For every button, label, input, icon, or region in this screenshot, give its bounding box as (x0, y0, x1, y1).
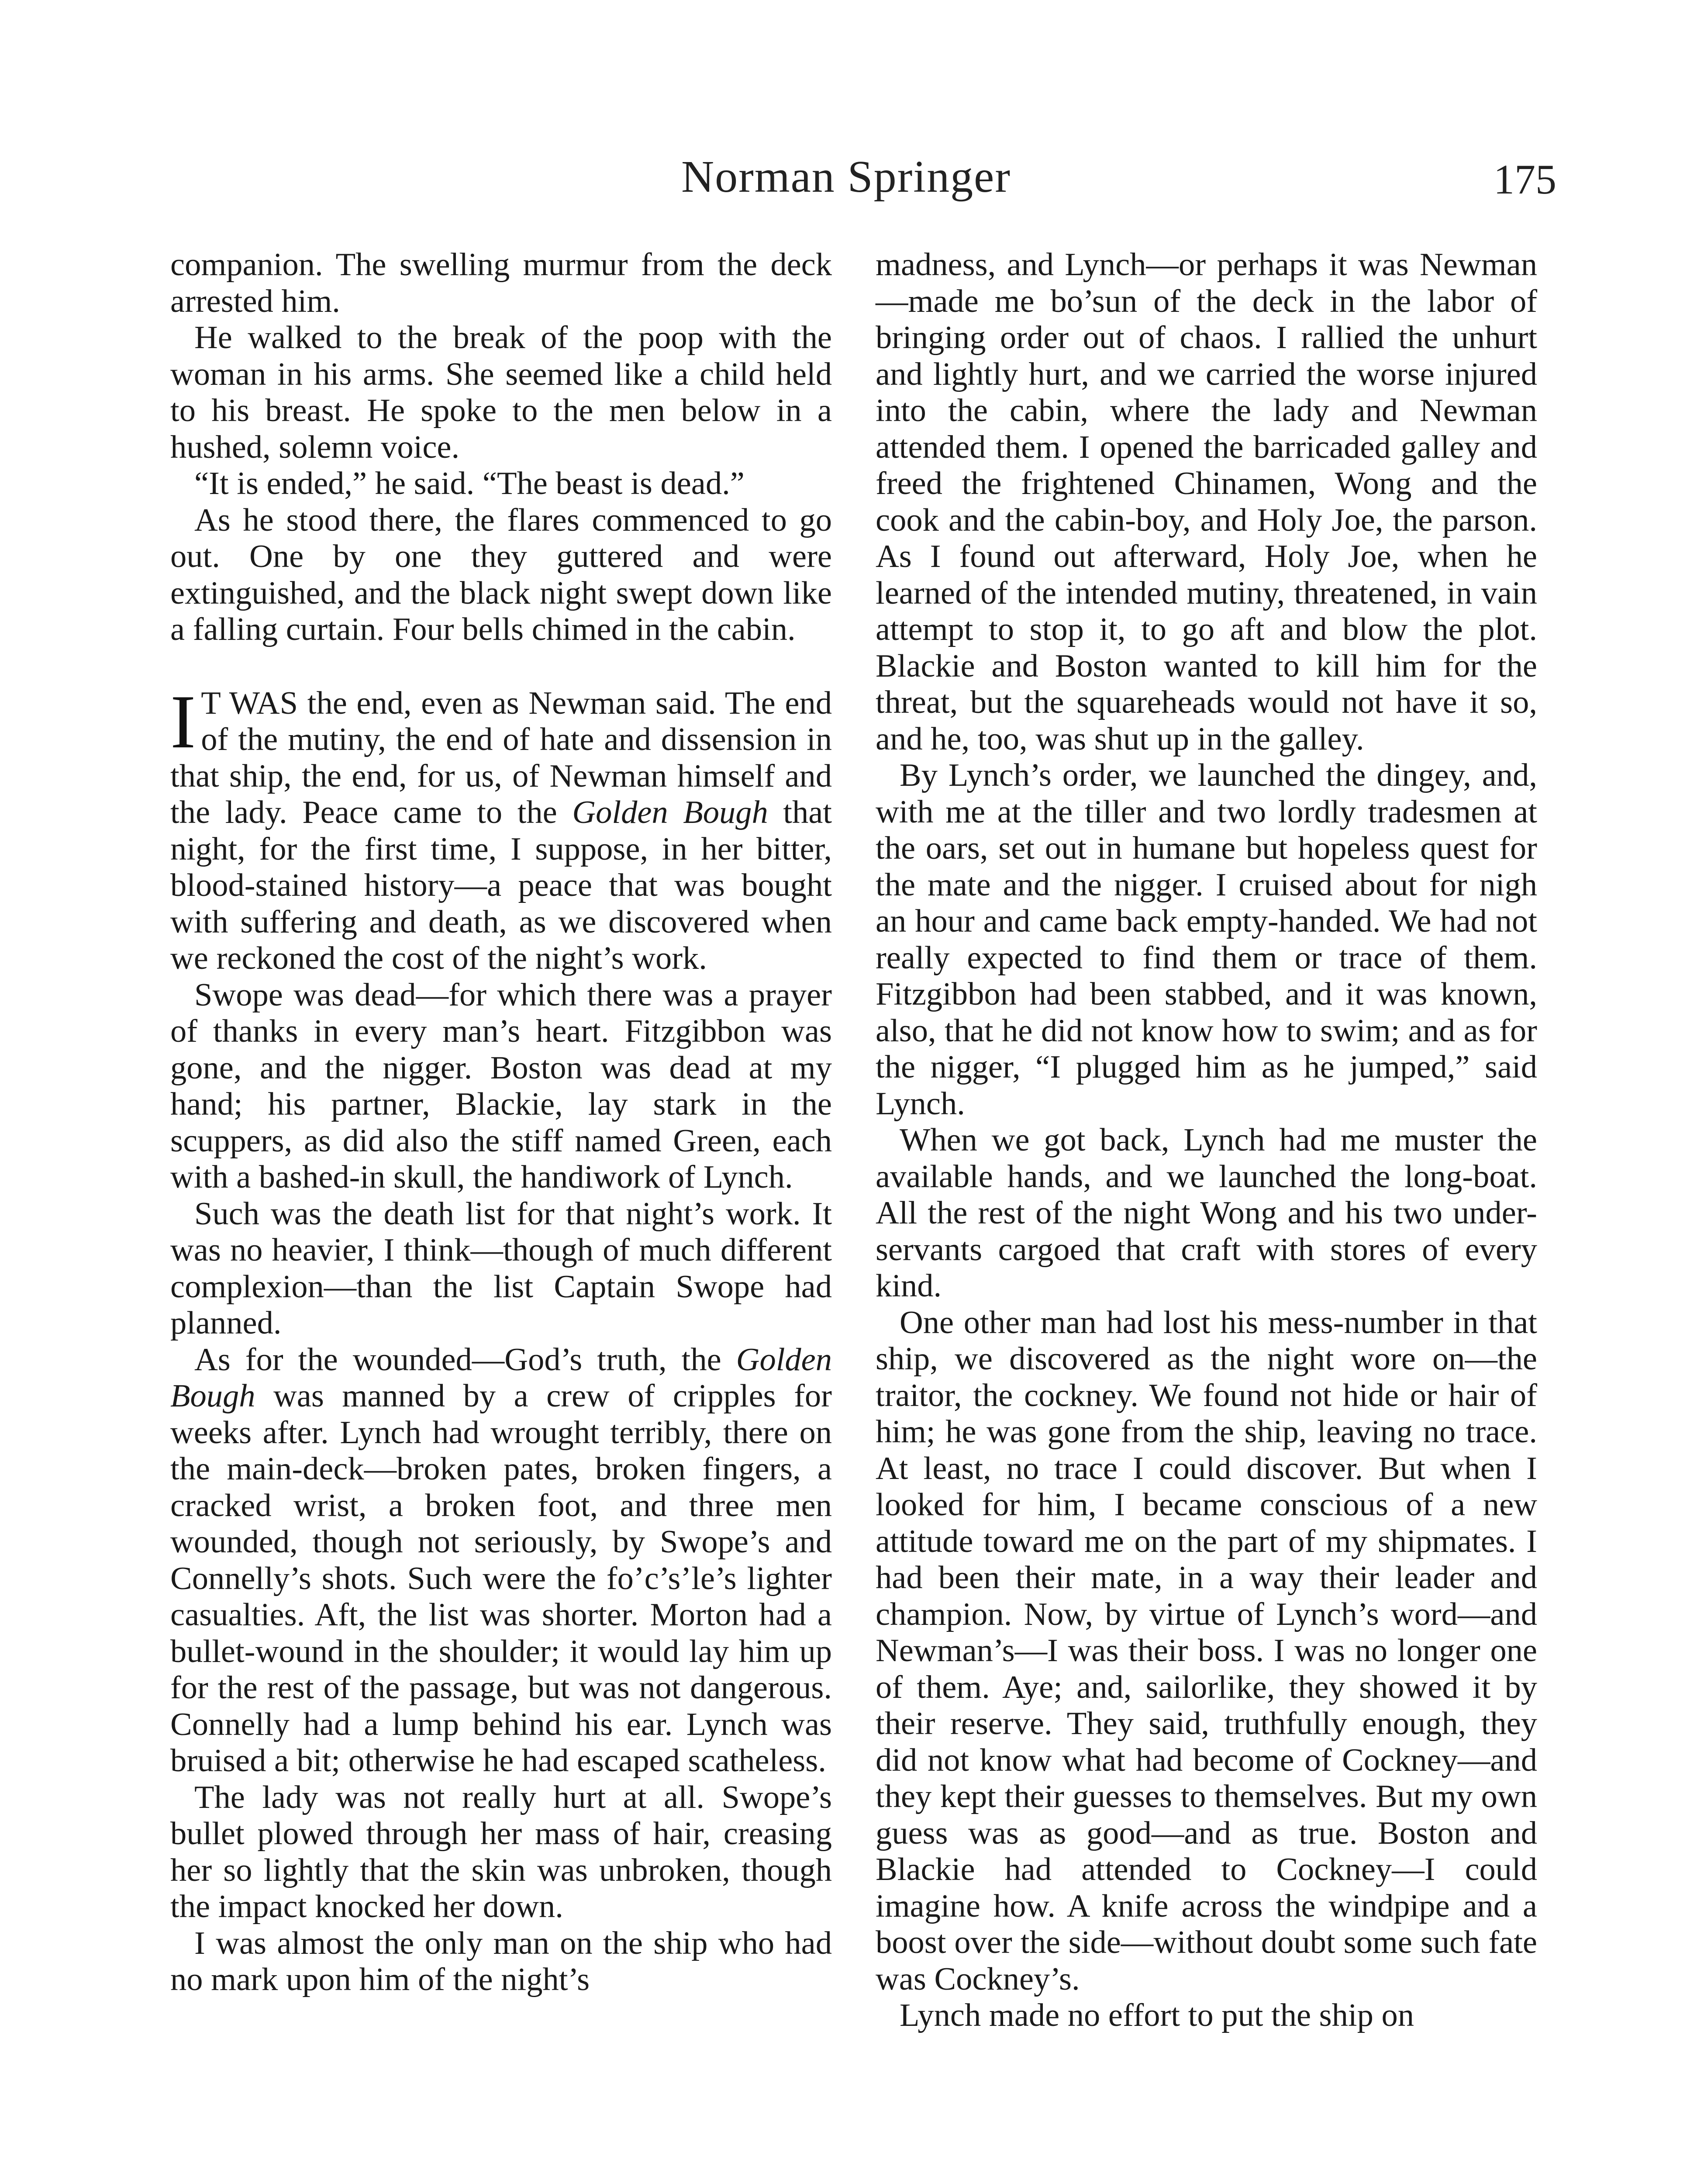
paragraph: “It is ended,” he said. “The beast is dead.” (194, 466, 745, 501)
paragraph: companion. The swelling murmur from the deck arrested him. (170, 247, 832, 319)
paragraph: Lynch made no effort to put the ship on (900, 1997, 1414, 2033)
paragraph: By Lynch’s order, we launched the dingey, and, with me at the tiller and two lordly tradesmen at the oars, set out in humane but hopeless quest for the mate and the nigger. I cruised about for nigh an hour and came back empty-handed. We had not really expected to find them or trace of them. Fitzgibbon had been stabbed, and it was known, also, that he did not know how to swim; and as for the nigger, “I plugged him as he jumped,” said Lynch. (876, 757, 1537, 1122)
paragraph: madness, and Lynch—or perhaps it was Newman—made me bo’sun of the deck in the labor of bringing order out of chaos. I rallied the unhurt and lightly hurt, and we carried the worse injured into the cabin, where the lady and Newman attended them. I opened the barricaded galley and freed the frightened Chinamen, Wong and the cook and the cabin-boy, and Holy Joe, the parson. As I found out afterward, Holy Joe, when he learned of the intended mutiny, threatened, in vain attempt to stop it, to go aft and blow the plot. Blackie and Boston wanted to kill him for the threat, but the squareheads would not have it so, and he, too, was shut up in the galley. (876, 247, 1537, 757)
paragraph-text: was manned by a crew of cripples for weeks after. Lynch had wrought terribly, there on the main-deck—broken pates, broken fingers, a cracked wrist, a broken foot, and three men wounded, though not seriously, by Swope’s and Connelly’s shots. Such were the fo’c’s’le’s lighter casualties. Aft, the list was shorter. Morton had a bullet-wound in the shoulder; it would lay him up for the rest of the passage, but was not dangerous. Connelly had a lump behind his ear. Lynch was bruised a bit; otherwise he had escaped scatheless. (170, 1378, 832, 1779)
section-text: T WAS the end, even as Newman said. The end of the mutiny, the end of hate and dissension in that ship, the end, for us, of Newman himself and the lady. Peace came to the (170, 685, 832, 830)
ship-name: Golden Bough (170, 1341, 832, 1414)
section-text: that night, for the first time, I suppose, in her bitter, blood-stained history—a peace that was bought with suffering and death, as we discovered when we reckoned the cost of the night’s work. (170, 795, 832, 976)
paragraph: I was almost the only man on the ship who had no mark upon him of the night’s (170, 1925, 832, 1997)
paragraph: As he stood there, the flares commenced to go out. One by one they guttered and were extinguished, and the black night swept down like a falling curtain. Four bells chimed in the cabin. (170, 502, 832, 647)
paragraph-text: As for the wounded—God’s truth, the (194, 1341, 736, 1378)
left-column (170, 247, 832, 2184)
paragraph (170, 1342, 832, 1780)
page-number: 175 (1494, 156, 1556, 203)
drop-cap: I (170, 679, 196, 764)
right-column (876, 247, 1537, 2184)
paragraph: When we got back, Lynch had me muster the available hands, and we launched the long-boat. All the rest of the night Wong and his two under-servants cargoed that craft with stores of every kind. (876, 1122, 1537, 1304)
running-head-author: Norman Springer (681, 152, 1011, 202)
section-opening-paragraph (170, 679, 832, 977)
paragraph: Swope was dead—for which there was a prayer of thanks in every man’s heart. Fitzgibbon was gone, and the nigger. Boston was dead at my hand; his partner, Blackie, lay stark in the scuppers, as did also the stiff named Green, each with a bashed-in skull, the handiwork of Lynch. (170, 977, 832, 1195)
paragraph: The lady was not really hurt at all. Swope’s bullet plowed through her mass of hair, creasing her so lightly that the skin was unbroken, though the impact knocked her down. (170, 1779, 832, 1925)
ship-name: Golden Bough (572, 795, 768, 830)
text-columns (170, 247, 1537, 2184)
paragraph: One other man had lost his mess-number in that ship, we discovered as the night wore on—the traitor, the cockney. We found not hide or hair of him; he was gone from the ship, leaving no trace. At least, no trace I could discover. But when I looked for him, I became conscious of a new attitude toward me on the part of my shipmates. I had been their mate, in a way their leader and champion. Now, by virtue of Lynch’s word—and Newman’s—I was their boss. I was no longer one of them. Aye; and, sailorlike, they showed it by their reserve. They said, truthfully enough, they did not know what had become of Cockney—and they kept their guesses to themselves. But my own guess was as good—and as true. Boston and Blackie had attended to Cockney—I could imagine how. A knife across the windpipe and a boost over the side—without doubt some such fate was Cockney’s. (876, 1304, 1537, 1997)
paragraph: He walked to the break of the poop with the woman in his arms. She seemed like a child held to his breast. He spoke to the men below in a hushed, solemn voice. (170, 320, 832, 465)
paragraph: Such was the death list for that night’s work. It was no heavier, I think—though of much different complexion—than the list Captain Swope had planned. (170, 1196, 832, 1341)
